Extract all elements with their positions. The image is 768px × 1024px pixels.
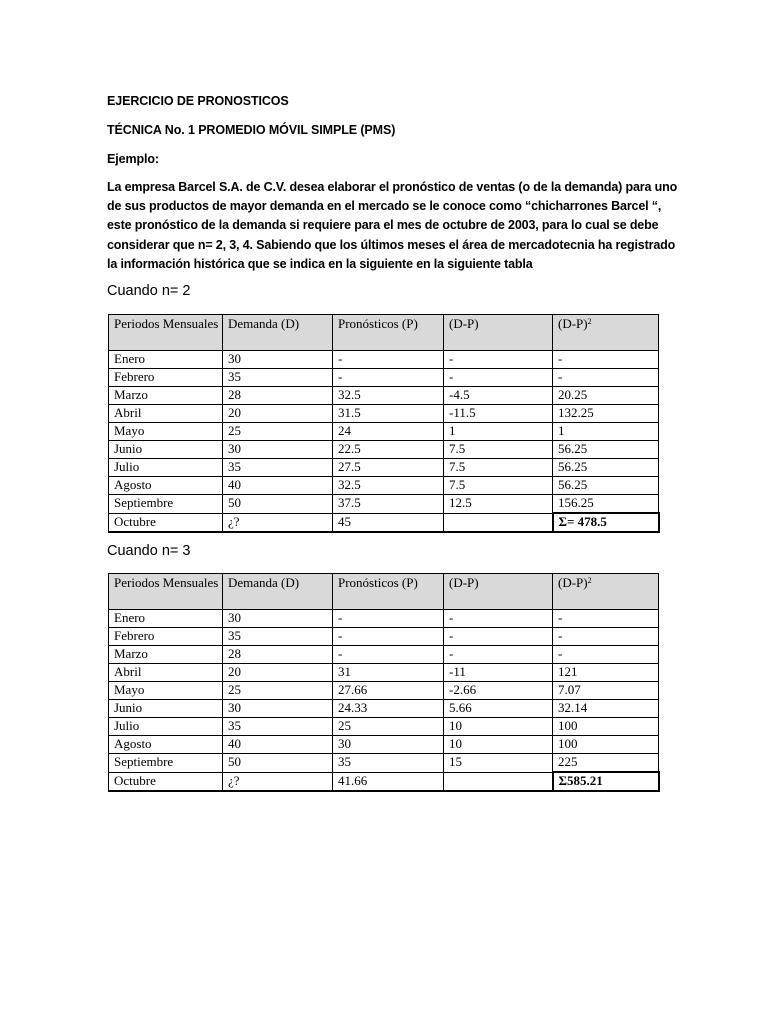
table-cell: Febrero xyxy=(109,369,223,387)
table-cell: ¿? xyxy=(223,513,333,532)
table-cell: 31 xyxy=(333,664,444,682)
table-cell: Marzo xyxy=(109,646,223,664)
table-cell: Septiembre xyxy=(109,495,223,514)
table-cell: Septiembre xyxy=(109,754,223,773)
table-cell: Julio xyxy=(109,718,223,736)
table-cell: 35 xyxy=(223,369,333,387)
table-header-row xyxy=(109,315,659,351)
table-cell: 10 xyxy=(444,718,553,736)
table-row xyxy=(109,441,659,459)
table-cell: - xyxy=(553,646,659,664)
column-header: Periodos Mensuales xyxy=(109,574,223,610)
table-cell: 5.66 xyxy=(444,700,553,718)
table-cell: 35 xyxy=(223,718,333,736)
table-cell: 12.5 xyxy=(444,495,553,514)
table-row xyxy=(109,477,659,495)
table-cell: - xyxy=(444,610,553,628)
column-header xyxy=(553,315,659,351)
table-row xyxy=(109,405,659,423)
table-cell: 100 xyxy=(553,718,659,736)
table-cell: 37.5 xyxy=(333,495,444,514)
column-header-exponent: 2 xyxy=(587,317,592,326)
table-cell: 27.66 xyxy=(333,682,444,700)
table-cell: Mayo xyxy=(109,423,223,441)
case-title-n2: Cuando n= 2 xyxy=(107,283,191,299)
table-cell xyxy=(444,772,553,791)
table-cell: - xyxy=(444,369,553,387)
table-cell xyxy=(444,513,553,532)
table-row xyxy=(109,369,659,387)
table-cell: 225 xyxy=(553,754,659,773)
table-cell: -11.5 xyxy=(444,405,553,423)
table-cell: Abril xyxy=(109,405,223,423)
table-cell: 7.5 xyxy=(444,441,553,459)
column-header: Pronósticos (P) xyxy=(333,315,444,351)
column-header: (D-P) xyxy=(444,315,553,351)
table-cell: 28 xyxy=(223,646,333,664)
table-cell: Febrero xyxy=(109,628,223,646)
table-cell: 31.5 xyxy=(333,405,444,423)
table-cell: Abril xyxy=(109,664,223,682)
table-cell: Enero xyxy=(109,351,223,369)
table-cell: 30 xyxy=(223,610,333,628)
column-header: Periodos Mensuales xyxy=(109,315,223,351)
column-header-exponent: 2 xyxy=(587,576,592,585)
table-cell: Julio xyxy=(109,459,223,477)
table-cell: 1 xyxy=(444,423,553,441)
table-row xyxy=(109,351,659,369)
column-header: Pronósticos (P) xyxy=(333,574,444,610)
table-cell: 7.07 xyxy=(553,682,659,700)
table-cell: - xyxy=(333,351,444,369)
table-row xyxy=(109,610,659,628)
table-row xyxy=(109,387,659,405)
table-cell: Octubre xyxy=(109,513,223,532)
table-row xyxy=(109,772,659,791)
sum-cell: Σ= 478.5 xyxy=(553,513,659,532)
sum-cell: Σ585.21 xyxy=(553,772,659,791)
table-cell: - xyxy=(553,610,659,628)
table-cell: 10 xyxy=(444,736,553,754)
table-cell: - xyxy=(333,610,444,628)
table-cell: - xyxy=(444,628,553,646)
paragraph-line: considerar que n= 2, 3, 4. Sabiendo que los últimos meses el área de mercadotecnia ha registrado xyxy=(107,237,676,252)
table-cell: 20 xyxy=(223,664,333,682)
table-row xyxy=(109,700,659,718)
table-cell: - xyxy=(333,369,444,387)
case-title-n3: Cuando n= 3 xyxy=(107,543,191,559)
table-row xyxy=(109,646,659,664)
table-cell: 100 xyxy=(553,736,659,754)
column-header: Demanda (D) xyxy=(223,315,333,351)
table-body xyxy=(109,315,659,533)
table-cell: - xyxy=(444,351,553,369)
table-cell: 15 xyxy=(444,754,553,773)
table-cell: 35 xyxy=(223,628,333,646)
table-cell: - xyxy=(553,369,659,387)
table-cell: - xyxy=(444,646,553,664)
table-cell: 20 xyxy=(223,405,333,423)
table-cell: 32.14 xyxy=(553,700,659,718)
table-cell: -2.66 xyxy=(444,682,553,700)
table-row xyxy=(109,664,659,682)
table-cell: 30 xyxy=(223,441,333,459)
table-row xyxy=(109,628,659,646)
table-cell: 30 xyxy=(223,351,333,369)
column-header-label: (D-P) xyxy=(558,575,588,590)
column-header-label: (D-P) xyxy=(558,316,588,331)
table-cell: 20.25 xyxy=(553,387,659,405)
table-cell: 22.5 xyxy=(333,441,444,459)
table-row xyxy=(109,736,659,754)
table-header-row xyxy=(109,574,659,610)
table-cell: 28 xyxy=(223,387,333,405)
forecast-table-n3 xyxy=(108,573,660,792)
table-cell: 24 xyxy=(333,423,444,441)
table-cell: 24.33 xyxy=(333,700,444,718)
table-cell: 40 xyxy=(223,477,333,495)
column-header xyxy=(553,574,659,610)
table-cell: ¿? xyxy=(223,772,333,791)
table-cell: - xyxy=(333,646,444,664)
table-cell: Agosto xyxy=(109,736,223,754)
column-header: (D-P) xyxy=(444,574,553,610)
document-title: EJERCICIO DE PRONOSTICOS xyxy=(107,94,289,108)
table-cell: - xyxy=(333,628,444,646)
paragraph-line: la información histórica que se indica en la siguiente en la siguiente tabla xyxy=(107,256,533,271)
table-cell: 40 xyxy=(223,736,333,754)
table-cell: 1 xyxy=(553,423,659,441)
example-label: Ejemplo: xyxy=(107,152,159,166)
table-cell: 121 xyxy=(553,664,659,682)
technique-heading: TÉCNICA No. 1 PROMEDIO MÓVIL SIMPLE (PMS) xyxy=(107,123,396,137)
table-cell: 30 xyxy=(223,700,333,718)
table-cell: -4.5 xyxy=(444,387,553,405)
table-row xyxy=(109,718,659,736)
table-row xyxy=(109,754,659,773)
table-cell: - xyxy=(553,628,659,646)
table-cell: 132.25 xyxy=(553,405,659,423)
table-cell: Junio xyxy=(109,700,223,718)
table-cell: 50 xyxy=(223,495,333,514)
table-cell: 156.25 xyxy=(553,495,659,514)
table-cell: 27.5 xyxy=(333,459,444,477)
table-cell: -11 xyxy=(444,664,553,682)
table-cell: - xyxy=(553,351,659,369)
table-cell: 35 xyxy=(333,754,444,773)
table-cell: Agosto xyxy=(109,477,223,495)
table-cell: Mayo xyxy=(109,682,223,700)
table-cell: 41.66 xyxy=(333,772,444,791)
paragraph-line: este pronóstico de la demanda si requiere para el mes de octubre de 2003, para lo cual se debe xyxy=(107,218,659,233)
table-cell: 50 xyxy=(223,754,333,773)
table-row xyxy=(109,682,659,700)
forecast-table-n2 xyxy=(108,314,660,533)
table-cell: 56.25 xyxy=(553,459,659,477)
table-cell: Enero xyxy=(109,610,223,628)
table-cell: 32.5 xyxy=(333,387,444,405)
table-cell: 35 xyxy=(223,459,333,477)
problem-paragraph xyxy=(107,178,678,274)
table-row xyxy=(109,459,659,477)
table-cell: Junio xyxy=(109,441,223,459)
table-cell: 25 xyxy=(333,718,444,736)
table-cell: Octubre xyxy=(109,772,223,791)
paragraph-line: de sus productos de mayor demanda en el mercado se le conoce como “chicharrones Barcel “, xyxy=(107,199,662,214)
table-cell: 25 xyxy=(223,423,333,441)
table-cell: 7.5 xyxy=(444,477,553,495)
table-cell: 32.5 xyxy=(333,477,444,495)
table-cell: 56.25 xyxy=(553,441,659,459)
table-row xyxy=(109,495,659,514)
table-cell: Marzo xyxy=(109,387,223,405)
table-row xyxy=(109,423,659,441)
table-cell: 7.5 xyxy=(444,459,553,477)
table-cell: 45 xyxy=(333,513,444,532)
table-row xyxy=(109,513,659,532)
table-cell: 56.25 xyxy=(553,477,659,495)
table-cell: 25 xyxy=(223,682,333,700)
table-body xyxy=(109,574,659,792)
table-cell: 30 xyxy=(333,736,444,754)
paragraph-line: La empresa Barcel S.A. de C.V. desea elaborar el pronóstico de ventas (o de la demanda) para uno xyxy=(107,180,678,194)
column-header: Demanda (D) xyxy=(223,574,333,610)
